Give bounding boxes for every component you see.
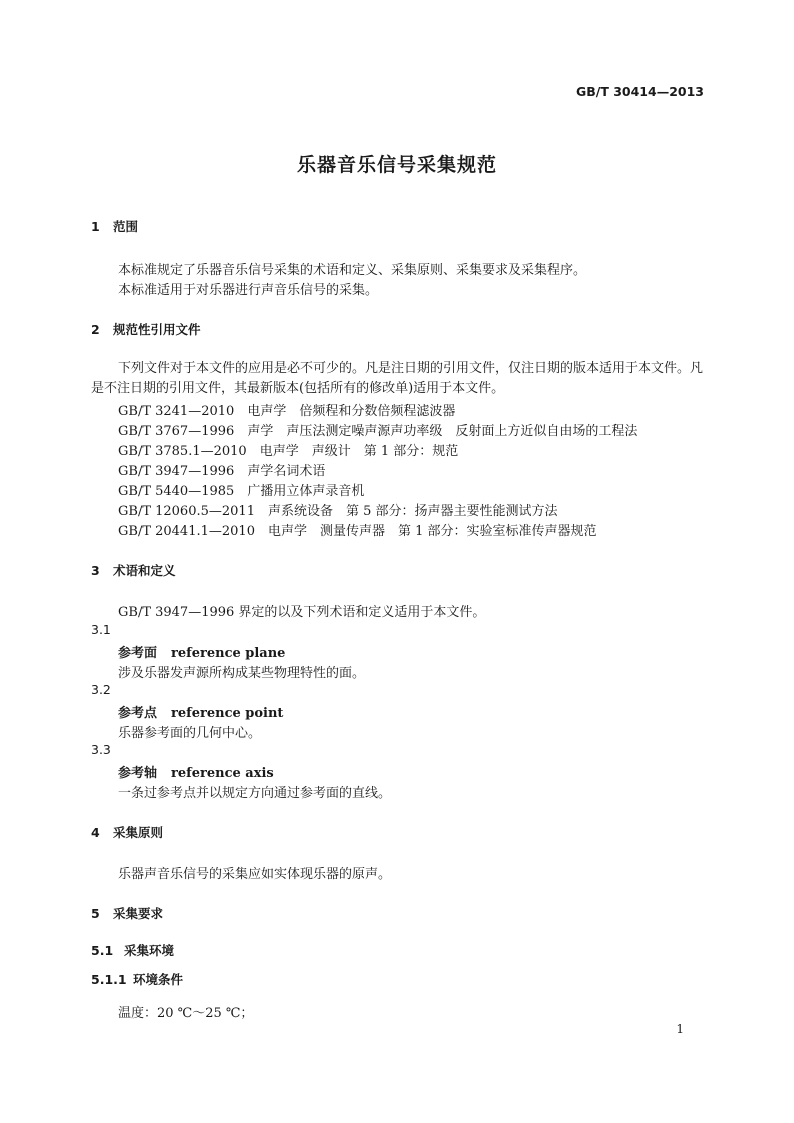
reference-item [118, 460, 325, 479]
reference-code: GB/T 3767—1996 [118, 424, 235, 439]
reference-title: 电声学 测量传声器 第 1 部分：实验室标准传声器规范 [267, 524, 597, 539]
term-zh: 参考轴 [118, 766, 158, 781]
paragraph: 本标准规定了乐器音乐信号采集的术语和定义、采集原则、采集要求及采集程序。 [118, 263, 587, 278]
section-title: 采集要求 [113, 906, 164, 921]
page-number: 1 [676, 1022, 684, 1036]
term-zh: 参考点 [118, 706, 158, 721]
reference-title: 声学名词术语 [247, 464, 326, 479]
reference-code: GB/T 20441.1—2010 [118, 524, 255, 539]
reference-title: 电声学 倍频程和分数倍频程滤波器 [247, 404, 456, 419]
term-en: reference point [171, 706, 284, 721]
term-en: reference axis [171, 766, 274, 781]
paragraph: 本标准适用于对乐器进行声音乐信号的采集。 [118, 283, 379, 298]
paragraph: 下列文件对于本文件的应用是必不可少的。凡是注日期的引用文件，仅注日期的版本适用于本文件。凡是不注日期的引用文件，其最新版本(包括所有的修改单)适用于本文件。 [91, 361, 704, 396]
reference-code: GB/T 3947—1996 [118, 464, 235, 479]
section-title: 范围 [113, 219, 139, 234]
reference-title: 声系统设备 第 5 部分：扬声器主要性能测试方法 [267, 504, 558, 519]
section-number: 5 [91, 906, 100, 921]
term-number: 3.2 [91, 682, 111, 697]
term-entry [118, 702, 283, 721]
section-heading-2 [91, 320, 201, 338]
paragraph: GB/T 3947—1996 界定的以及下列术语和定义适用于本文件。 [118, 605, 486, 620]
section-heading-4 [91, 823, 163, 841]
section-heading-5 [91, 904, 163, 922]
section-number: 3 [91, 563, 100, 578]
reference-title: 电声学 声级计 第 1 部分：规范 [259, 444, 459, 459]
term-number: 3.3 [91, 742, 111, 757]
term-number: 3.1 [91, 622, 111, 637]
reference-item [118, 480, 364, 499]
term-definition: 涉及乐器发声源所构成某些物理特性的面。 [118, 666, 366, 681]
section-title: 规范性引用文件 [113, 322, 201, 337]
section-number: 4 [91, 825, 100, 840]
subsection-heading-5-1 [91, 941, 174, 959]
reference-item [118, 520, 597, 539]
section-title: 采集原则 [113, 825, 164, 840]
reference-item [118, 420, 637, 439]
term-entry [118, 762, 274, 781]
section-heading-3 [91, 561, 176, 579]
subsection-heading-5-1-1 [91, 970, 183, 988]
section-heading-1 [91, 217, 138, 235]
standard-code-header: GB/T 30414—2013 [575, 84, 704, 99]
reference-title: 声学 声压法测定噪声源声功率级 反射面上方近似自由场的工程法 [247, 424, 638, 439]
reference-item [118, 400, 455, 419]
section-number: 2 [91, 322, 100, 337]
term-entry [118, 642, 285, 661]
reference-item [118, 500, 558, 519]
section-title: 环境条件 [133, 972, 184, 987]
term-definition: 一条过参考点并以规定方向通过参考面的直线。 [118, 786, 392, 801]
paragraph: 乐器声音乐信号的采集应如实体现乐器的原声。 [118, 867, 392, 882]
reference-code: GB/T 3241—2010 [118, 404, 235, 419]
paragraph: 温度：20 ℃～25 ℃； [118, 1006, 254, 1021]
section-title: 术语和定义 [113, 563, 176, 578]
section-number: 5.1 [91, 943, 114, 958]
term-en: reference plane [171, 646, 286, 661]
reference-code: GB/T 3785.1—2010 [118, 444, 247, 459]
reference-item [118, 440, 458, 459]
section-number: 1 [91, 219, 100, 234]
term-definition: 乐器参考面的几何中心。 [118, 726, 262, 741]
reference-code: GB/T 5440—1985 [118, 484, 235, 499]
reference-title: 广播用立体声录音机 [247, 484, 365, 499]
document-title: 乐器音乐信号采集规范 [296, 154, 497, 176]
section-title: 采集环境 [124, 943, 175, 958]
term-zh: 参考面 [118, 646, 158, 661]
reference-code: GB/T 12060.5—2011 [118, 504, 255, 519]
section-number: 5.1.1 [91, 972, 127, 987]
